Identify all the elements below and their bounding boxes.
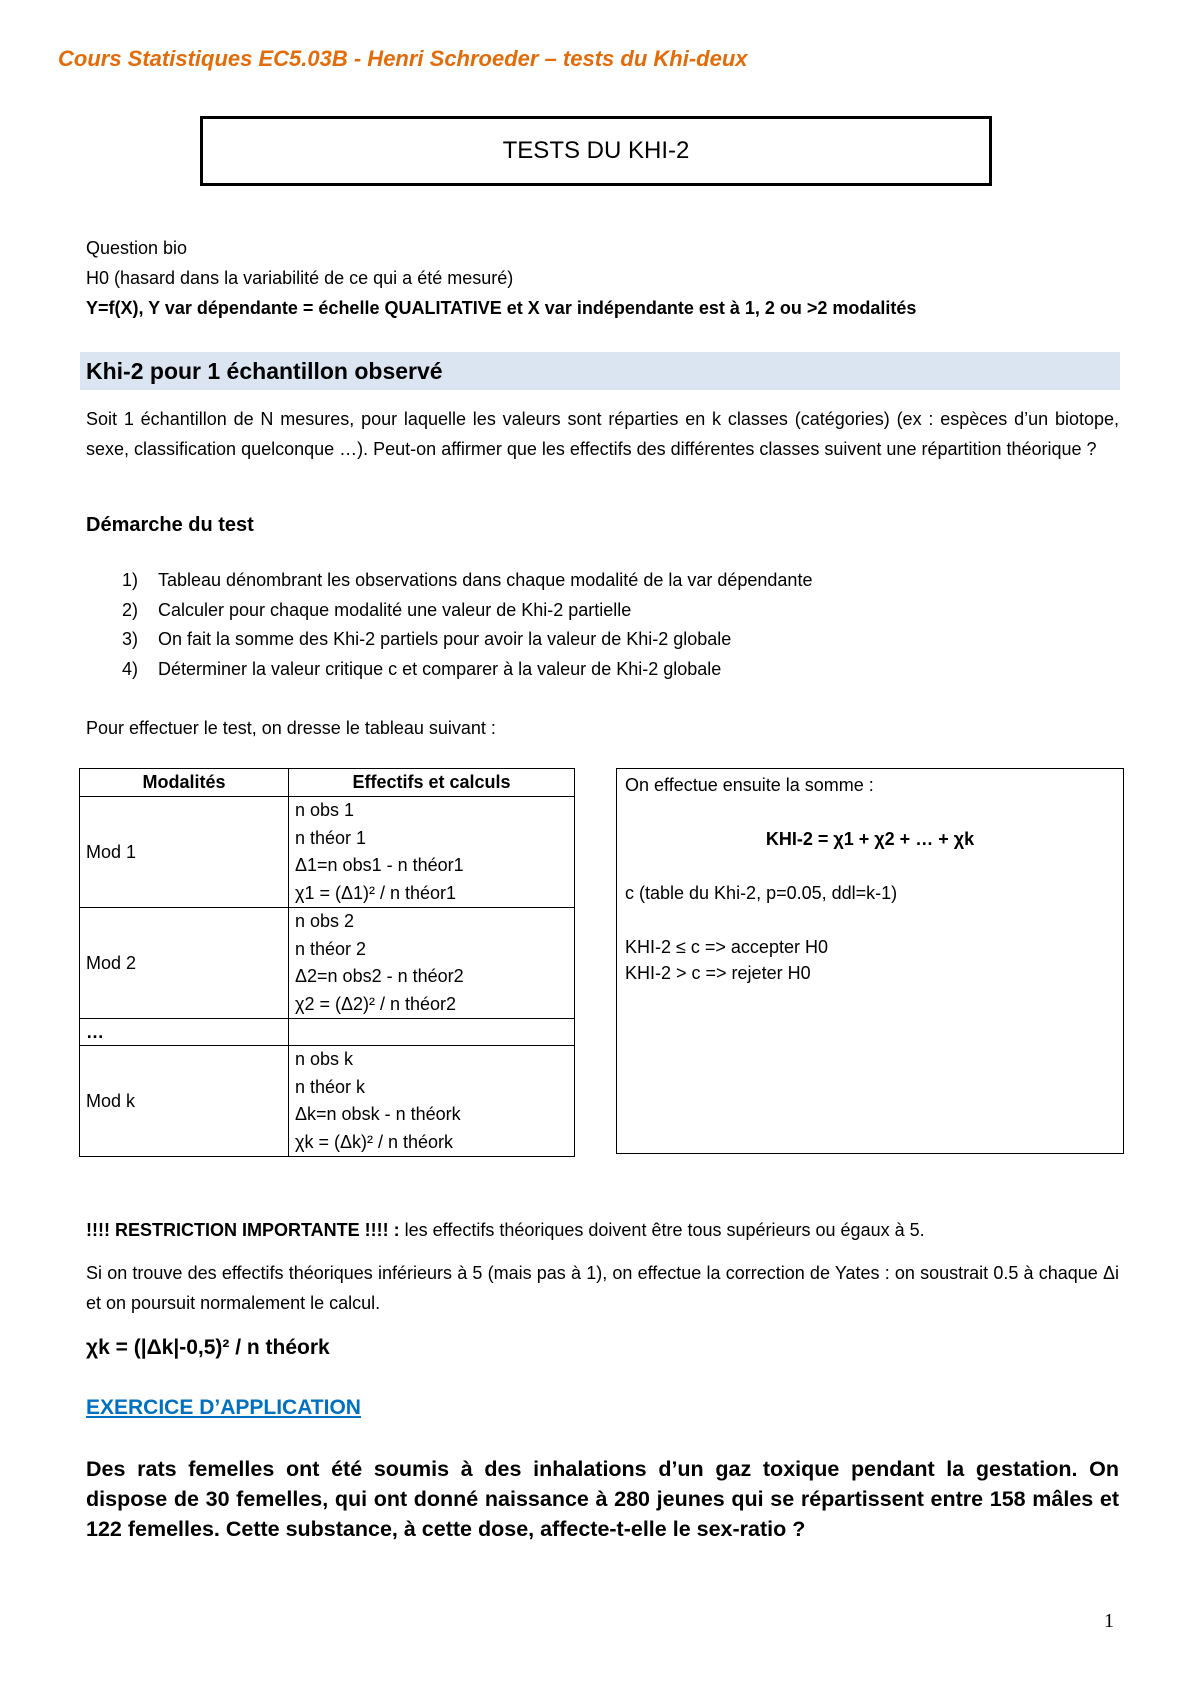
table-cell-calculations: n obs 2 n théor 2 Δ2=n obs2 - n théor2 χ2 = (Δ2)² / n théor2	[289, 908, 575, 1019]
page-number: 1	[1104, 1610, 1114, 1632]
table-cell-modality: Mod 1	[80, 797, 289, 908]
table-row	[80, 1019, 575, 1046]
exercise-title: EXERCICE D’APPLICATION	[86, 1396, 361, 1419]
table-cell-modality: …	[80, 1019, 289, 1046]
table-header: Effectifs et calculs	[289, 769, 575, 797]
table-cell-modality: Mod k	[80, 1046, 289, 1157]
exercise-text: Des rats femelles ont été soumis à des inhalations d’un gaz toxique pendant la gestation. On dispose de 30 femelles, qui ont donné naissance à 280 jeunes qui se répartissent entre 158 mâles et 122 femelles. Cette substance, à cette dose, affecte-t-elle le sex-ratio ?	[86, 1457, 1119, 1541]
subsection-title: Démarche du test	[86, 514, 254, 536]
reject-rule: KHI-2 > c => rejeter H0	[625, 963, 811, 983]
yates-paragraph: Si on trouve des effectifs théoriques inférieurs à 5 (mais pas à 1), on effectue la correction de Yates : on soustrait 0.5 à chaque Δi et on poursuit normalement le calcul.	[86, 1263, 1119, 1313]
table-header: Modalités	[80, 769, 289, 797]
page-title: TESTS DU KHI-2	[200, 116, 992, 186]
table-row	[80, 1046, 575, 1157]
sum-box	[616, 768, 1124, 1154]
list-item: 1) Tableau dénombrant les observations dans chaque modalité de la var dépendante	[122, 570, 813, 590]
list-item: 2) Calculer pour chaque modalité une valeur de Khi-2 partielle	[122, 599, 632, 620]
sum-intro: On effectue ensuite la somme :	[625, 775, 874, 795]
section-paragraph: Soit 1 échantillon de N mesures, pour laquelle les valeurs sont réparties en k classes (catégories) (ex : espèces d’un biotope, sexe, classification quelconque …). Peut-on affirmer que les effectifs des différentes classes suivent une répartition théorique ?	[86, 409, 1119, 459]
sum-formula: KHI-2 = χ1 + χ2 + … + χk	[765, 829, 975, 849]
table-header-row	[80, 769, 575, 797]
table-cell-calculations: n obs 1 n théor 1 Δ1=n obs1 - n théor1 χ1 = (Δ1)² / n théor1	[289, 797, 575, 908]
table-row	[80, 908, 575, 1019]
section-title: Khi-2 pour 1 échantillon observé	[86, 358, 443, 384]
accept-rule: KHI-2 ≤ c => accepter H0	[625, 937, 828, 957]
table-cell-modality: Mod 2	[80, 908, 289, 1019]
intro-line-h0: H0 (hasard dans la variabilité de ce qui a été mesuré)	[86, 268, 514, 288]
intro-line-question: Question bio	[86, 238, 188, 258]
table-cell-calculations: n obs k n théor k Δk=n obsk - n théork χk = (Δk)² / n théork	[289, 1046, 575, 1157]
table-intro: Pour effectuer le test, on dresse le tableau suivant :	[86, 718, 496, 738]
restriction-note: !!!! RESTRICTION IMPORTANTE !!!! : les effectifs théoriques doivent être tous supérieurs ou égaux à 5.	[86, 1220, 925, 1240]
table-row	[80, 797, 575, 908]
calculation-table	[79, 768, 575, 1157]
document-header: Cours Statistiques EC5.03B - Henri Schroeder – tests du Khi-deux	[58, 46, 748, 71]
list-item: 3) On fait la somme des Khi-2 partiels pour avoir la valeur de Khi-2 globale	[122, 629, 732, 649]
yates-formula: χk = (|Δk|-0,5)² / n théork	[86, 1336, 330, 1359]
steps-list	[86, 566, 812, 684]
critical-value-line: c (table du Khi-2, p=0.05, ddl=k-1)	[625, 883, 898, 903]
table-cell-calculations	[289, 1019, 575, 1046]
list-item: 4) Déterminer la valeur critique c et comparer à la valeur de Khi-2 globale	[122, 658, 722, 679]
intro-line-variables: Y=f(X), Y var dépendante = échelle QUALITATIVE et X var indépendante est à 1, 2 ou >2 modalités	[86, 298, 917, 318]
